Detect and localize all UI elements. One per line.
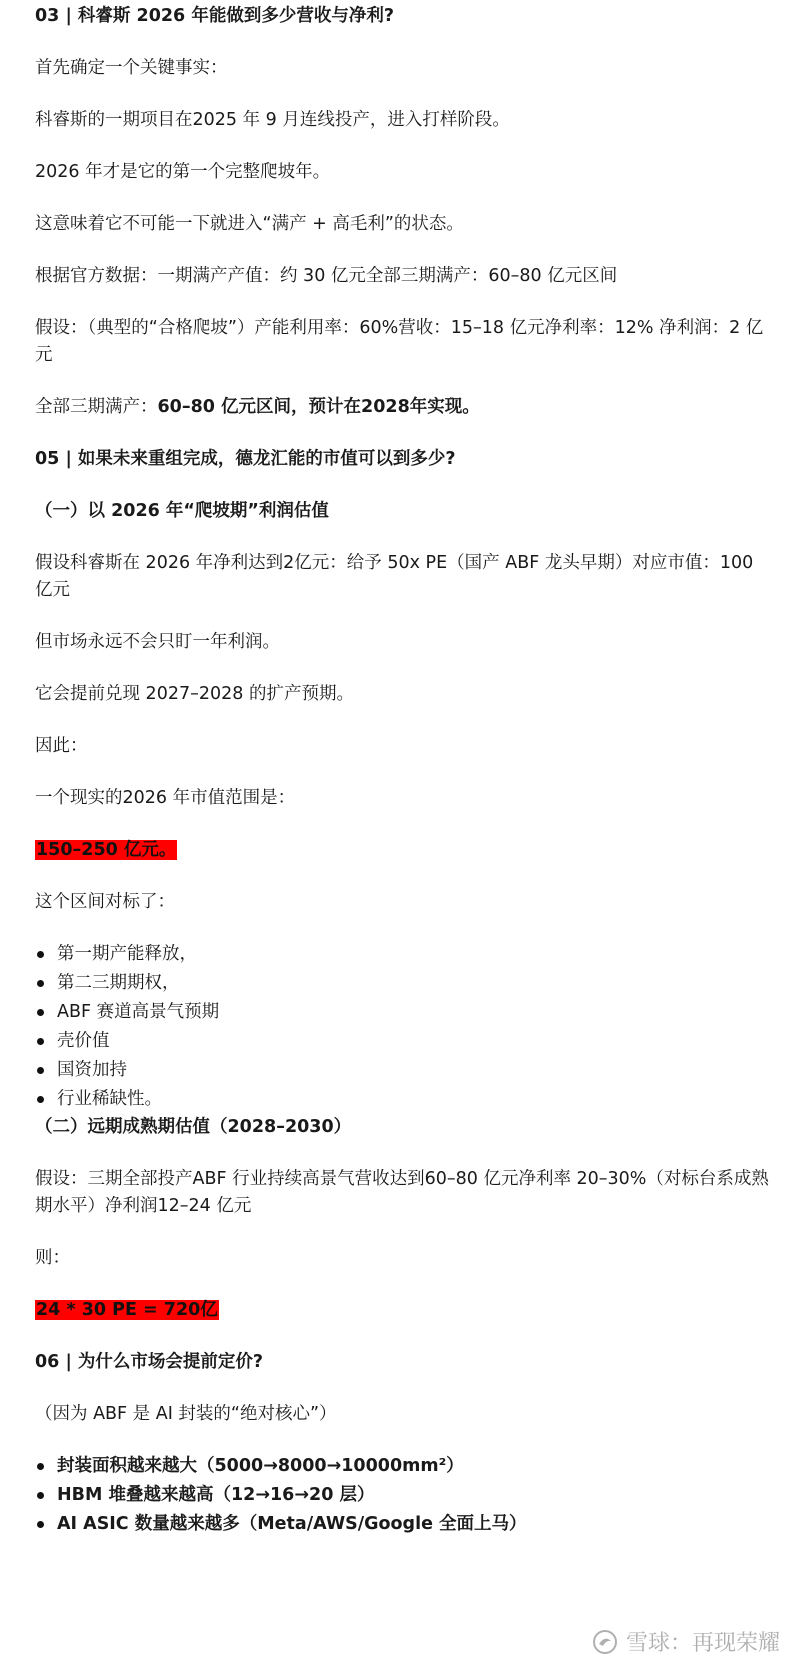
paragraph: 但市场永远不会只盯一年利润。: [35, 632, 280, 652]
highlighted-formula: 24 * 30 PE = 720亿: [36, 1300, 218, 1320]
bullet-icon: [37, 1009, 44, 1016]
paragraph: 假设：三期全部投产ABF 行业持续高景气营收达到60–80 亿元净利率 20–30%（对标台系成熟期水平）净利润12–24 亿元: [35, 1169, 769, 1216]
list-item: 行业稀缺性。: [35, 1085, 770, 1114]
section-heading-05: 05 | 如果未来重组完成，德龙汇能的市值可以到多少?: [35, 449, 456, 469]
paragraph: 一个现实的2026 年市值范围是：: [35, 788, 296, 808]
paragraph: 科睿斯的一期项目在2025 年 9 月连线投产，进入打样阶段。: [35, 110, 510, 130]
highlight-paragraph: [35, 837, 770, 864]
label-text: 全部三期满产：: [35, 397, 158, 417]
watermark: [592, 1626, 780, 1657]
list-item: ABF 赛道高景气预期: [35, 998, 770, 1027]
bullet-list: [35, 940, 770, 1114]
paragraph: 假设：（典型的“合格爬坡”）产能利用率：60%营收：15–18 亿元净利率：12% 净利润：2 亿元: [35, 318, 764, 365]
paragraph: （因为 ABF 是 AI 封装的“绝对核心”）: [35, 1404, 337, 1424]
paragraph: 因此：: [35, 736, 88, 756]
bullet-icon: [37, 980, 44, 987]
snowball-logo-icon: [592, 1629, 618, 1655]
bullet-icon: [37, 1038, 44, 1045]
paragraph: 则：: [35, 1248, 70, 1268]
paragraph: 2026 年才是它的第一个完整爬坡年。: [35, 162, 331, 182]
bullet-icon: [37, 1096, 44, 1103]
paragraph: 根据官方数据：一期满产产值：约 30 亿元全部三期满产：60–80 亿元区间: [35, 266, 618, 286]
paragraph: 首先确定一个关键事实：: [35, 58, 228, 78]
list-item: 壳价值: [35, 1027, 770, 1056]
list-item: 封装面积越来越大（5000→8000→10000mm²）: [35, 1452, 770, 1481]
list-item: 第二三期期权，: [35, 969, 770, 998]
section-heading-03: 03 | 科睿斯 2026 年能做到多少营收与净利?: [35, 6, 394, 26]
list-item: 国资加持: [35, 1056, 770, 1085]
section-heading-06: 06 | 为什么市场会提前定价?: [35, 1352, 264, 1372]
paragraph: 假设科睿斯在 2026 年净利达到2亿元：给予 50x PE（国产 ABF 龙头早期）对应市值：100 亿元: [35, 553, 754, 600]
bullet-icon: [37, 1521, 44, 1528]
bullet-icon: [37, 1463, 44, 1470]
article-body: [35, 0, 770, 1539]
bullet-icon: [37, 1067, 44, 1074]
paragraph: 这意味着它不可能一下就进入“满产 + 高毛利”的状态。: [35, 214, 464, 234]
highlight-paragraph: [35, 1297, 770, 1324]
paragraph: [35, 394, 770, 421]
bold-text: 60–80 亿元区间，预计在2028年实现。: [157, 397, 480, 417]
subsection-heading: （一）以 2026 年“爬坡期”利润估值: [35, 501, 329, 521]
list-item: AI ASIC 数量越来越多（Meta/AWS/Google 全面上马）: [35, 1510, 770, 1539]
list-item: 第一期产能释放，: [35, 940, 770, 969]
bullet-icon: [37, 951, 44, 958]
highlighted-value: 150–250 亿元。: [36, 840, 177, 860]
list-item: HBM 堆叠越来越高（12→16→20 层）: [35, 1481, 770, 1510]
subsection-heading: （二）远期成熟期估值（2028–2030）: [35, 1117, 352, 1137]
watermark-text: 雪球：再现荣耀: [625, 1631, 780, 1656]
paragraph: 这个区间对标了：: [35, 892, 175, 912]
bullet-icon: [37, 1492, 44, 1499]
bold-bullet-list: [35, 1452, 770, 1539]
paragraph: 它会提前兑现 2027–2028 的扩产预期。: [35, 684, 354, 704]
